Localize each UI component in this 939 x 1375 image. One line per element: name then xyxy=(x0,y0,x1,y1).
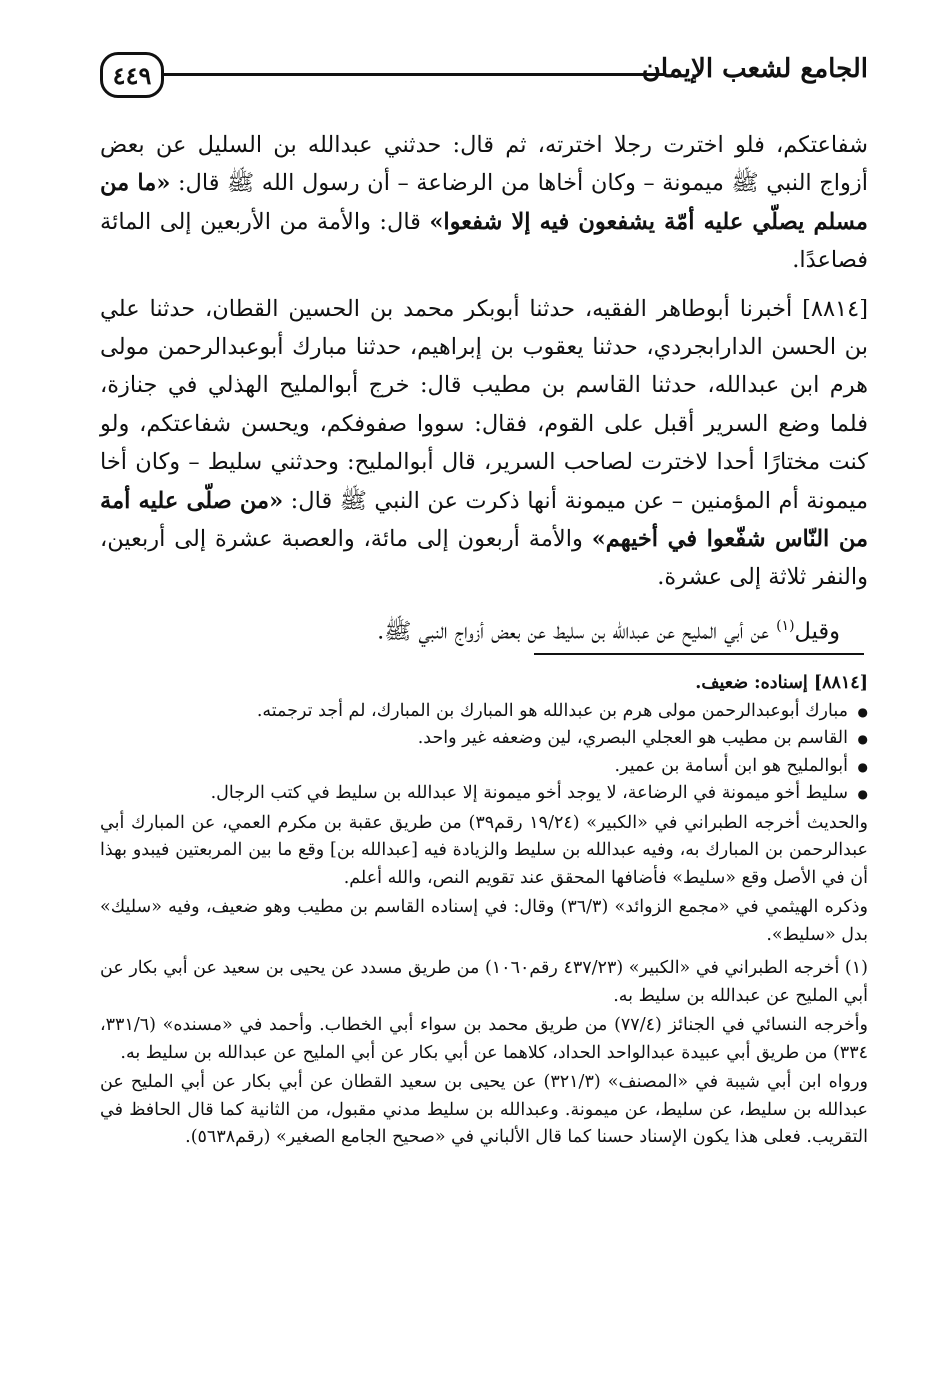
paragraph-hadith-8814 xyxy=(100,290,868,597)
text-run: وقيل xyxy=(794,618,840,645)
footnotes xyxy=(100,670,868,1152)
footnote-paragraph: ورواه ابن أبي شيبة في «المصنف» (٣٢١/٣) عن يحيى بن سعيد القطان عن أبي بكار عن أبي المليح عن عبدالله بن سليط، عن سليط، عن ميمونة. وعبدالله بن سليط مدني مقبول، من الثانية كما قال الحافظ في التقريب. فعلى هذا يكون الإسناد حسنا كما قال الألباني في «صحيح الجامع الصغير» (رقم٥٦٣٨). xyxy=(100,1072,868,1147)
footnote-paragraph: وأخرجه النسائي في الجنائز (٧٧/٤) من طريق محمد بن سواء أبي الخطاب. وأحمد في «مسنده» (٣٣١/٦، ٣٣٤) من طريق أبي عبيدة عبدالواحد الحداد، كلاهما عن أبي بكار عن أبي المليح عن عبدالله بن سليط به. xyxy=(100,1015,868,1063)
text-run: قال: والأمة من الأربعين إلى المائة فصاعدًا. xyxy=(100,208,868,274)
bullet-item: ● سليط أخو ميمونة في الرضاعة، لا يوجد أخو ميمونة إلا عبدالله بن سليط في كتب الرجال. xyxy=(100,780,868,808)
hadith-quote: «من صلّى عليه أمة من النّاس شفّعوا في أخيهم» xyxy=(100,487,868,553)
footnote-1: (١) أخرجه الطبراني في «الكبير» (٤٣٧/٢٣ رقم١٠٦٠) من طريق مسدد عن يحيى بن سعيد عن أبي بكار عن أبي المليح عن عبدالله بن سليط به. xyxy=(100,958,868,1006)
takhrij-paragraph: والحديث أخرجه الطبراني في «الكبير» (١٩/٢٤ رقم٣٩) من طريق عقبة بن مكرم العمي، عن المبارك أبي عبدالرحمن بن المبارك به، وفيه عبدالله بن سليط والزيادة فيه [عبدالله بن] وقع ما بين المربعتين فيبدو بهذا أن في الأصل وقع «سليط» فأضافها المحقق عند تقويم النص، والله أعلم. xyxy=(100,812,869,888)
bullet-item: ● القاسم بن مطيب هو العجلي البصري، لين وضعفه غير واحد. xyxy=(100,725,868,753)
running-title: الجامع لشعب الإيمان xyxy=(641,54,868,84)
hadith-quote: «ما من مسلم يصلّي عليه أمّة يشفعون فيه إلا شفعوا» xyxy=(100,170,868,235)
footnote-separator xyxy=(534,653,864,655)
takhrij-paragraph: وذكره الهيثمي في «مجمع الزوائد» (٣٦/٣) وقال: في إسناده القاسم بن مطيب وهو ضعيف، وفيه «سليك» بدل «سليط». xyxy=(100,897,868,945)
footnote-marker: (١) xyxy=(776,617,795,634)
bullet-item: ● أبوالمليح هو ابن أسامة بن عمير. xyxy=(100,753,868,781)
page-number: ٤٤٩ xyxy=(100,52,164,98)
text-run: [٨٨١٤] أخبرنا أبوطاهر الفقيه، حدثنا أبوبكر محمد بن الحسين القطان، حدثنا علي بن الحسن الدارابجردي، حدثنا يعقوب بن إبراهيم، حدثنا مبارك أبوعبدالرحمن مولى هرم ابن عبدالله، حدثنا القاسم بن مطيب قال: خرج أبوالمليح الهذلي في جنازة، فلما وضع السرير أقبل على القوم، فقال: سووا صفوفكم، ويحسن شفاعتكم، ولو كنت مختارًا أحدا لاخترت لصاحب السرير، قال أبوالمليح: وحدثني سليط – وكان أخا ميمونة أم المؤمنين – عن ميمونة أنها ذكرت عن النبي ﷺ قال: xyxy=(100,295,868,514)
isnad-title: [٨٨١٤] إسناده: ضعيف. xyxy=(695,673,868,693)
bullet-item: ● مبارك أبوعبدالرحمن مولى هرم بن عبدالله هو المبارك بن المبارك، لم أجد ترجمته. xyxy=(100,698,868,726)
text-run: عن أبي المليح عن عبدالله بن سليط عن بعض أزواج النبي ﷺ. xyxy=(377,618,777,645)
text-run: والأمة أربعون إلى مائة، والعصبة عشرة إلى أربعين، والنفر ثلاثة إلى عشرة. xyxy=(100,526,868,591)
paragraph-continuation xyxy=(100,126,868,280)
text-run: شفاعتكم، فلو اخترت رجلا اخترته، ثم قال: حدثني عبدالله بن السليل عن بعض أزواج النبي ﷺ ميمونة – وكان أخاها من الرضاعة – أن رسول الله ﷺ قال: xyxy=(100,132,868,197)
main-text xyxy=(100,126,868,651)
header-rule xyxy=(164,73,666,76)
paragraph-qila xyxy=(100,607,868,651)
page-header xyxy=(100,48,868,104)
